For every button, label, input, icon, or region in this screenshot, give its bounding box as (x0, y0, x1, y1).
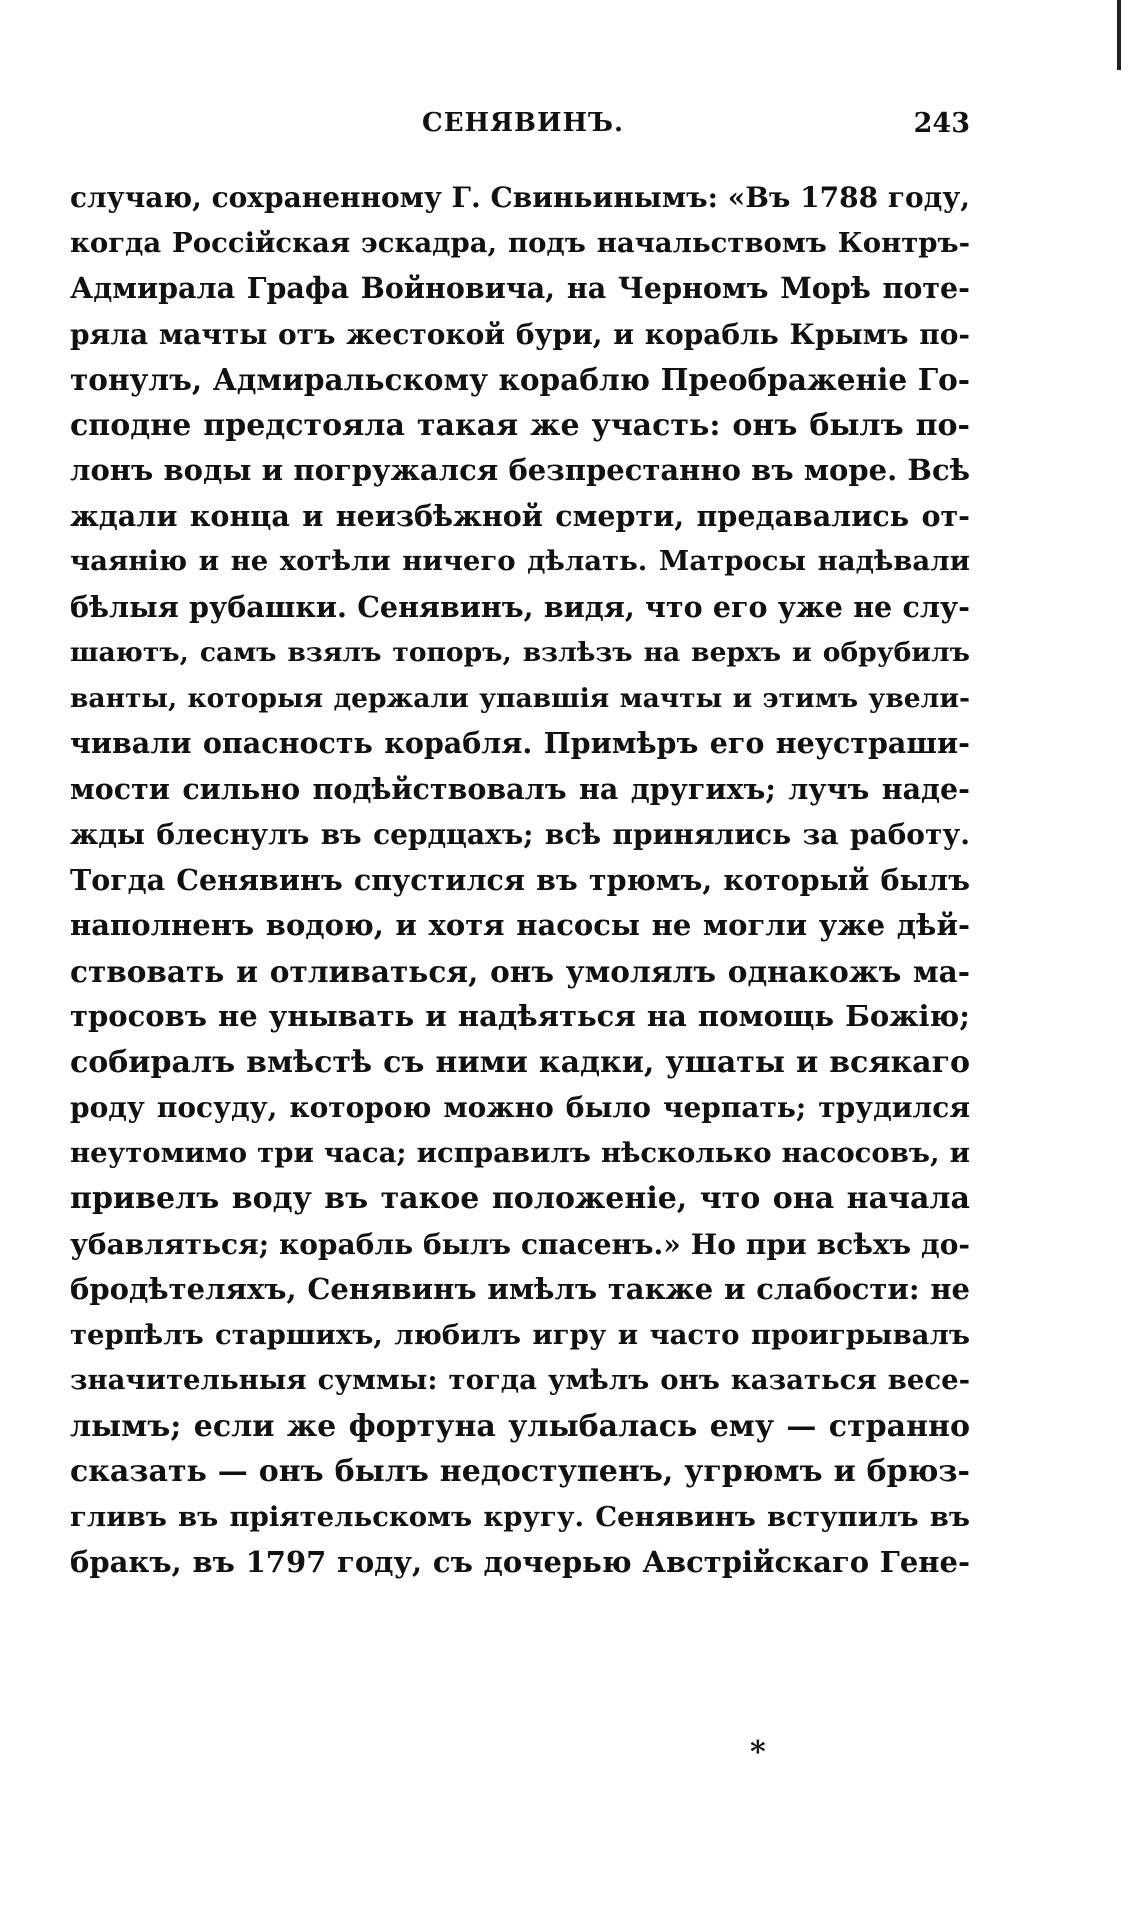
signature-mark: * (750, 1735, 766, 1770)
text-line: когда Россійская эскадра, подъ начальствомъ Контръ- (70, 226, 970, 259)
text-line: жды блеснулъ въ сердцахъ; всѣ принялись за работу. (70, 818, 970, 851)
text-line: случаю, сохраненному Г. Свиньинымъ: «Въ 1788 году, (70, 181, 970, 214)
text-line: лымъ; если же фортуна улыбалась ему — странно (70, 1408, 970, 1444)
text-line: Тогда Сенявинъ спустился въ трюмъ, который былъ (70, 862, 970, 897)
text-line: лонъ воды и погружался безпрестанно въ море. Всѣ (70, 453, 970, 487)
text-line: чаянію и не хотѣли ничего дѣлать. Матросы надѣвали (70, 545, 970, 577)
text-line: ряла мачты отъ жестокой бури, и корабль Крымъ по- (70, 317, 970, 351)
text-line: бѣлыя рубашки. Сенявинъ, видя, что его уже не слу- (70, 589, 970, 624)
text-line: сказать — онъ былъ недоступенъ, угрюмъ и брюз- (70, 1454, 970, 1489)
text-line: собиралъ вмѣстѣ съ ними кадки, ушаты и всякаго (70, 1044, 970, 1080)
body-text (70, 175, 970, 1586)
text-line: убавляться; корабль былъ спасенъ.» Но при всѣхъ до- (70, 1227, 970, 1261)
text-line: тонулъ, Адмиральскому кораблю Преображеніе Го- (70, 362, 970, 397)
text-line: привелъ воду въ такое положеніе, что она начала (70, 1181, 970, 1216)
text-line: чивали опасность корабля. Примѣръ его неустраши- (70, 726, 970, 760)
text-line: бродѣтеляхъ, Сенявинъ имѣлъ также и слабости: не (70, 1272, 970, 1306)
text-line: неутомимо три часа; исправилъ нѣсколько насосовъ, и (70, 1136, 970, 1169)
text-line: значительныя суммы: тогда умѣлъ онъ казаться весе- (70, 1364, 970, 1396)
text-line: ствовать и отливаться, онъ умолялъ однакожъ ма- (70, 953, 970, 989)
page-edge-line (1117, 0, 1121, 70)
text-line: сподне предстояла такая же участь: онъ былъ по- (70, 407, 970, 443)
text-line: мости сильно подѣйствовалъ на другихъ; лучъ наде- (70, 771, 970, 806)
text-line: шаютъ, самъ взялъ топоръ, взлѣзъ на верхъ и обрубилъ (70, 637, 970, 668)
page-number: 243 (913, 108, 970, 139)
text-line: гливъ въ пріятельскомъ кругу. Сенявинъ вступилъ въ (70, 1500, 970, 1533)
text-line: бракъ, въ 1797 году, съ дочерью Австрійскаго Гене- (70, 1545, 970, 1579)
text-line: тросовъ не унывать и надѣяться на помощь Божію; (70, 999, 970, 1033)
text-line: Адмирала Графа Войновича, на Черномъ Морѣ поте- (70, 271, 970, 305)
text-line: роду посуду, которою можно было черпать; трудился (70, 1091, 970, 1124)
text-line: ванты, которыя держали упавшія мачты и этимъ увели- (70, 682, 970, 714)
running-head-title: СЕНЯВИНЪ. (422, 108, 625, 138)
text-line: наполненъ водою, и хотя насосы не могли уже дѣй- (70, 908, 970, 942)
running-head (70, 108, 970, 148)
text-line: терпѣлъ старшихъ, любилъ игру и часто проигрывалъ (70, 1318, 970, 1351)
text-line: ждали конца и неизбѣжной смерти, предавались от- (70, 498, 970, 533)
